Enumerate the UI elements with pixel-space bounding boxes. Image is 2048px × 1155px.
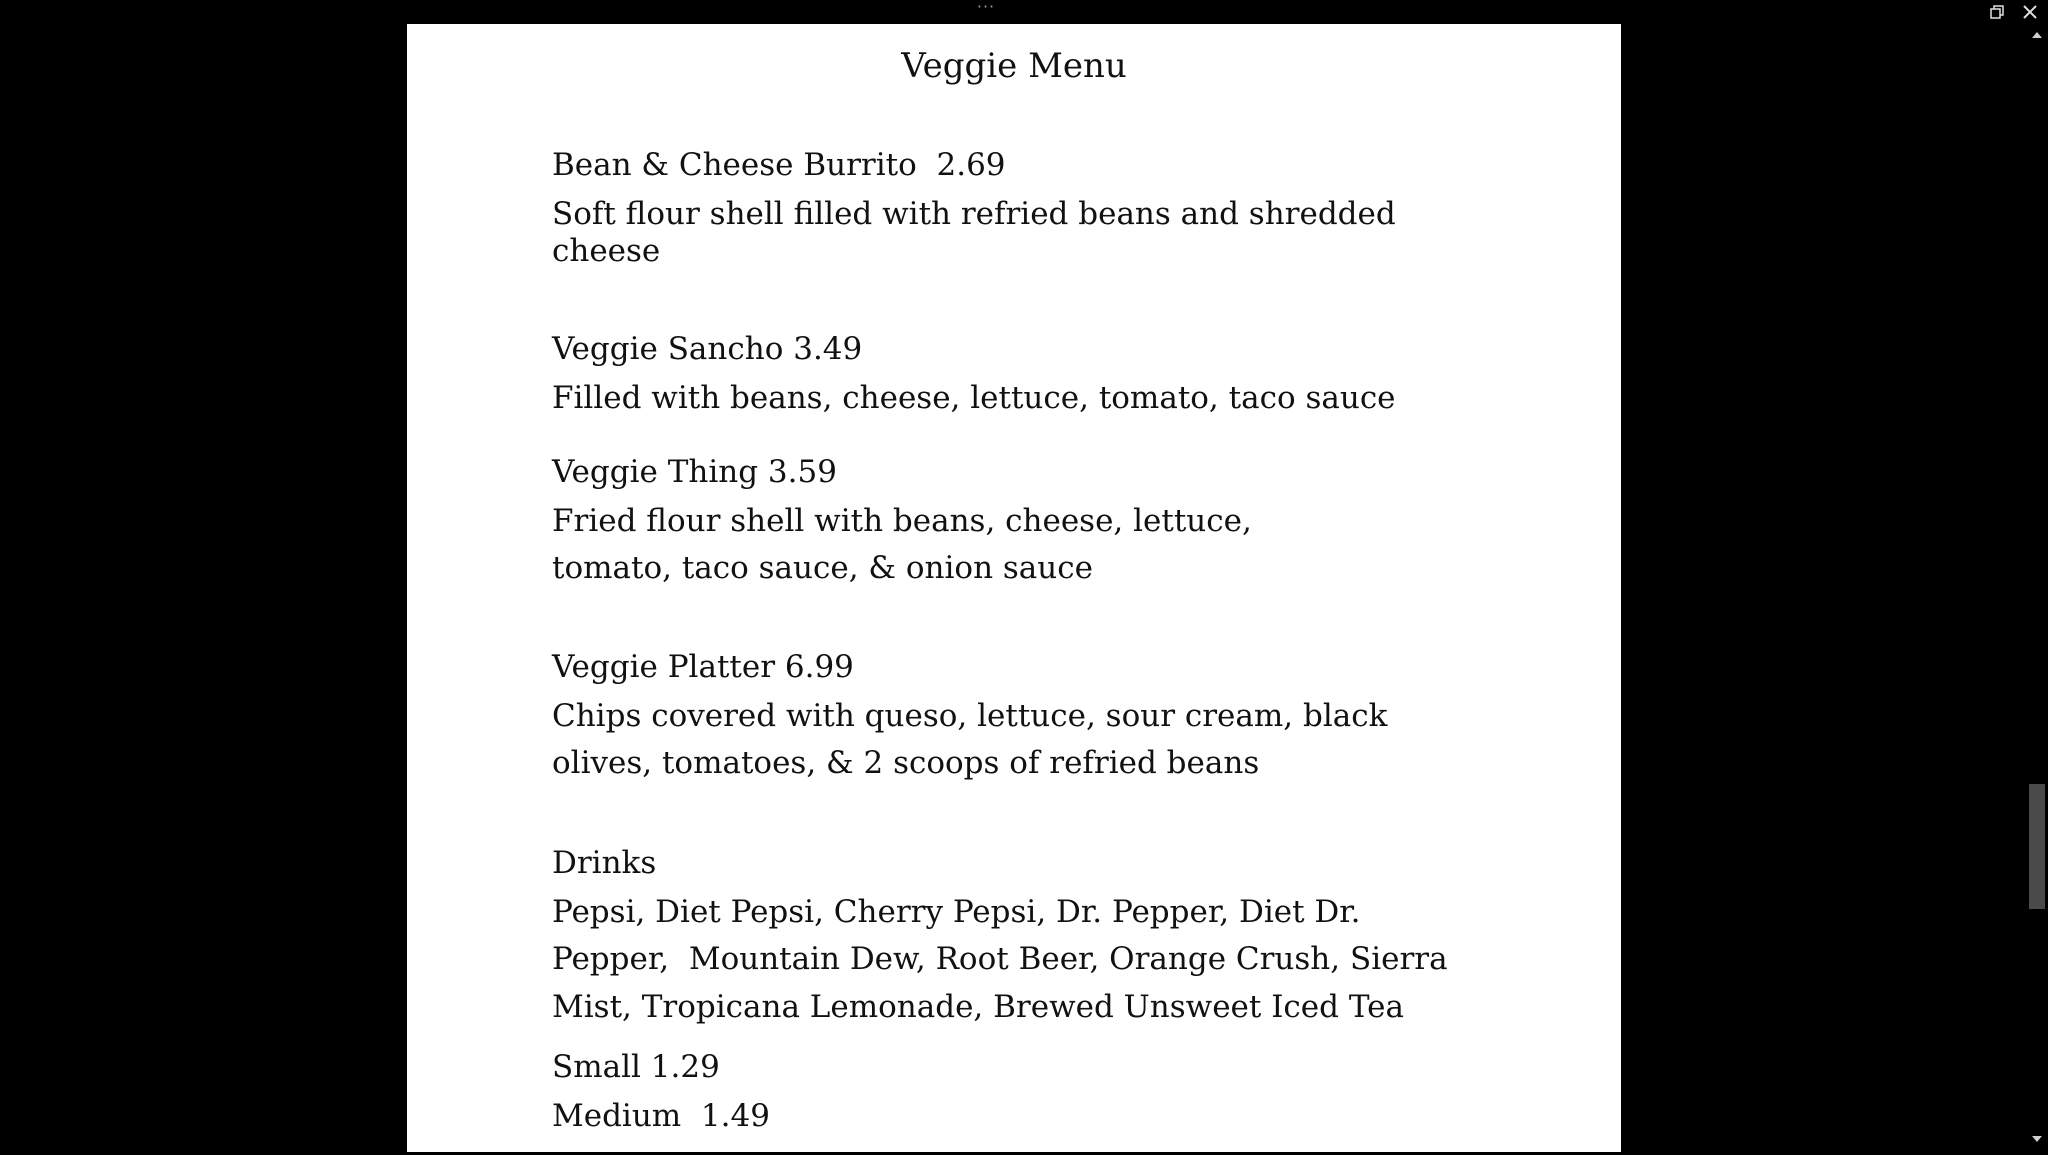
restore-window-icon [1984, 2, 2008, 22]
menu-item-description: olives, tomatoes, & 2 scoops of refried beans [552, 745, 1260, 781]
more-options-icon[interactable]: ··· [976, 0, 996, 16]
section-heading-drinks: Drinks [552, 845, 657, 881]
drink-size-price: Small 1.29 [552, 1049, 720, 1085]
restore-window-button[interactable] [1984, 2, 2008, 22]
scroll-thumb[interactable] [2029, 784, 2045, 909]
scroll-down-arrow-icon [2026, 1128, 2048, 1150]
menu-item-description: Chips covered with queso, lettuce, sour cream, black [552, 698, 1388, 734]
title-bar [0, 0, 2048, 24]
scroll-up-button[interactable] [2026, 24, 2048, 46]
menu-item-name: Veggie Sancho 3.49 [552, 331, 863, 367]
menu-item-description: tomato, taco sauce, & onion sauce [552, 550, 1093, 586]
drink-size-price: Medium 1.49 [552, 1098, 770, 1134]
scroll-up-arrow-icon [2026, 24, 2048, 46]
menu-item-description: Soft flour shell filled with refried beans and shredded [552, 196, 1396, 232]
menu-item-description: Filled with beans, cheese, lettuce, tomato, taco sauce [552, 380, 1396, 416]
close-window-button[interactable] [2018, 2, 2042, 22]
menu-item-name: Veggie Thing 3.59 [552, 454, 837, 490]
scroll-down-button[interactable] [2026, 1128, 2048, 1150]
menu-item-description: Fried flour shell with beans, cheese, lettuce, [552, 503, 1252, 539]
drinks-list: Pepsi, Diet Pepsi, Cherry Pepsi, Dr. Pepper, Diet Dr. [552, 894, 1361, 930]
menu-item-description: cheese [552, 233, 661, 269]
menu-item-name: Veggie Platter 6.99 [552, 649, 854, 685]
document-title: Veggie Menu [901, 46, 1127, 86]
close-icon [2018, 2, 2042, 22]
document-page [407, 24, 1621, 1152]
menu-item-name: Bean & Cheese Burrito 2.69 [552, 147, 1006, 183]
drinks-list: Pepper, Mountain Dew, Root Beer, Orange Crush, Sierra [552, 941, 1448, 977]
vertical-scrollbar[interactable] [2026, 24, 2048, 1152]
drinks-list: Mist, Tropicana Lemonade, Brewed Unsweet Iced Tea [552, 989, 1404, 1025]
